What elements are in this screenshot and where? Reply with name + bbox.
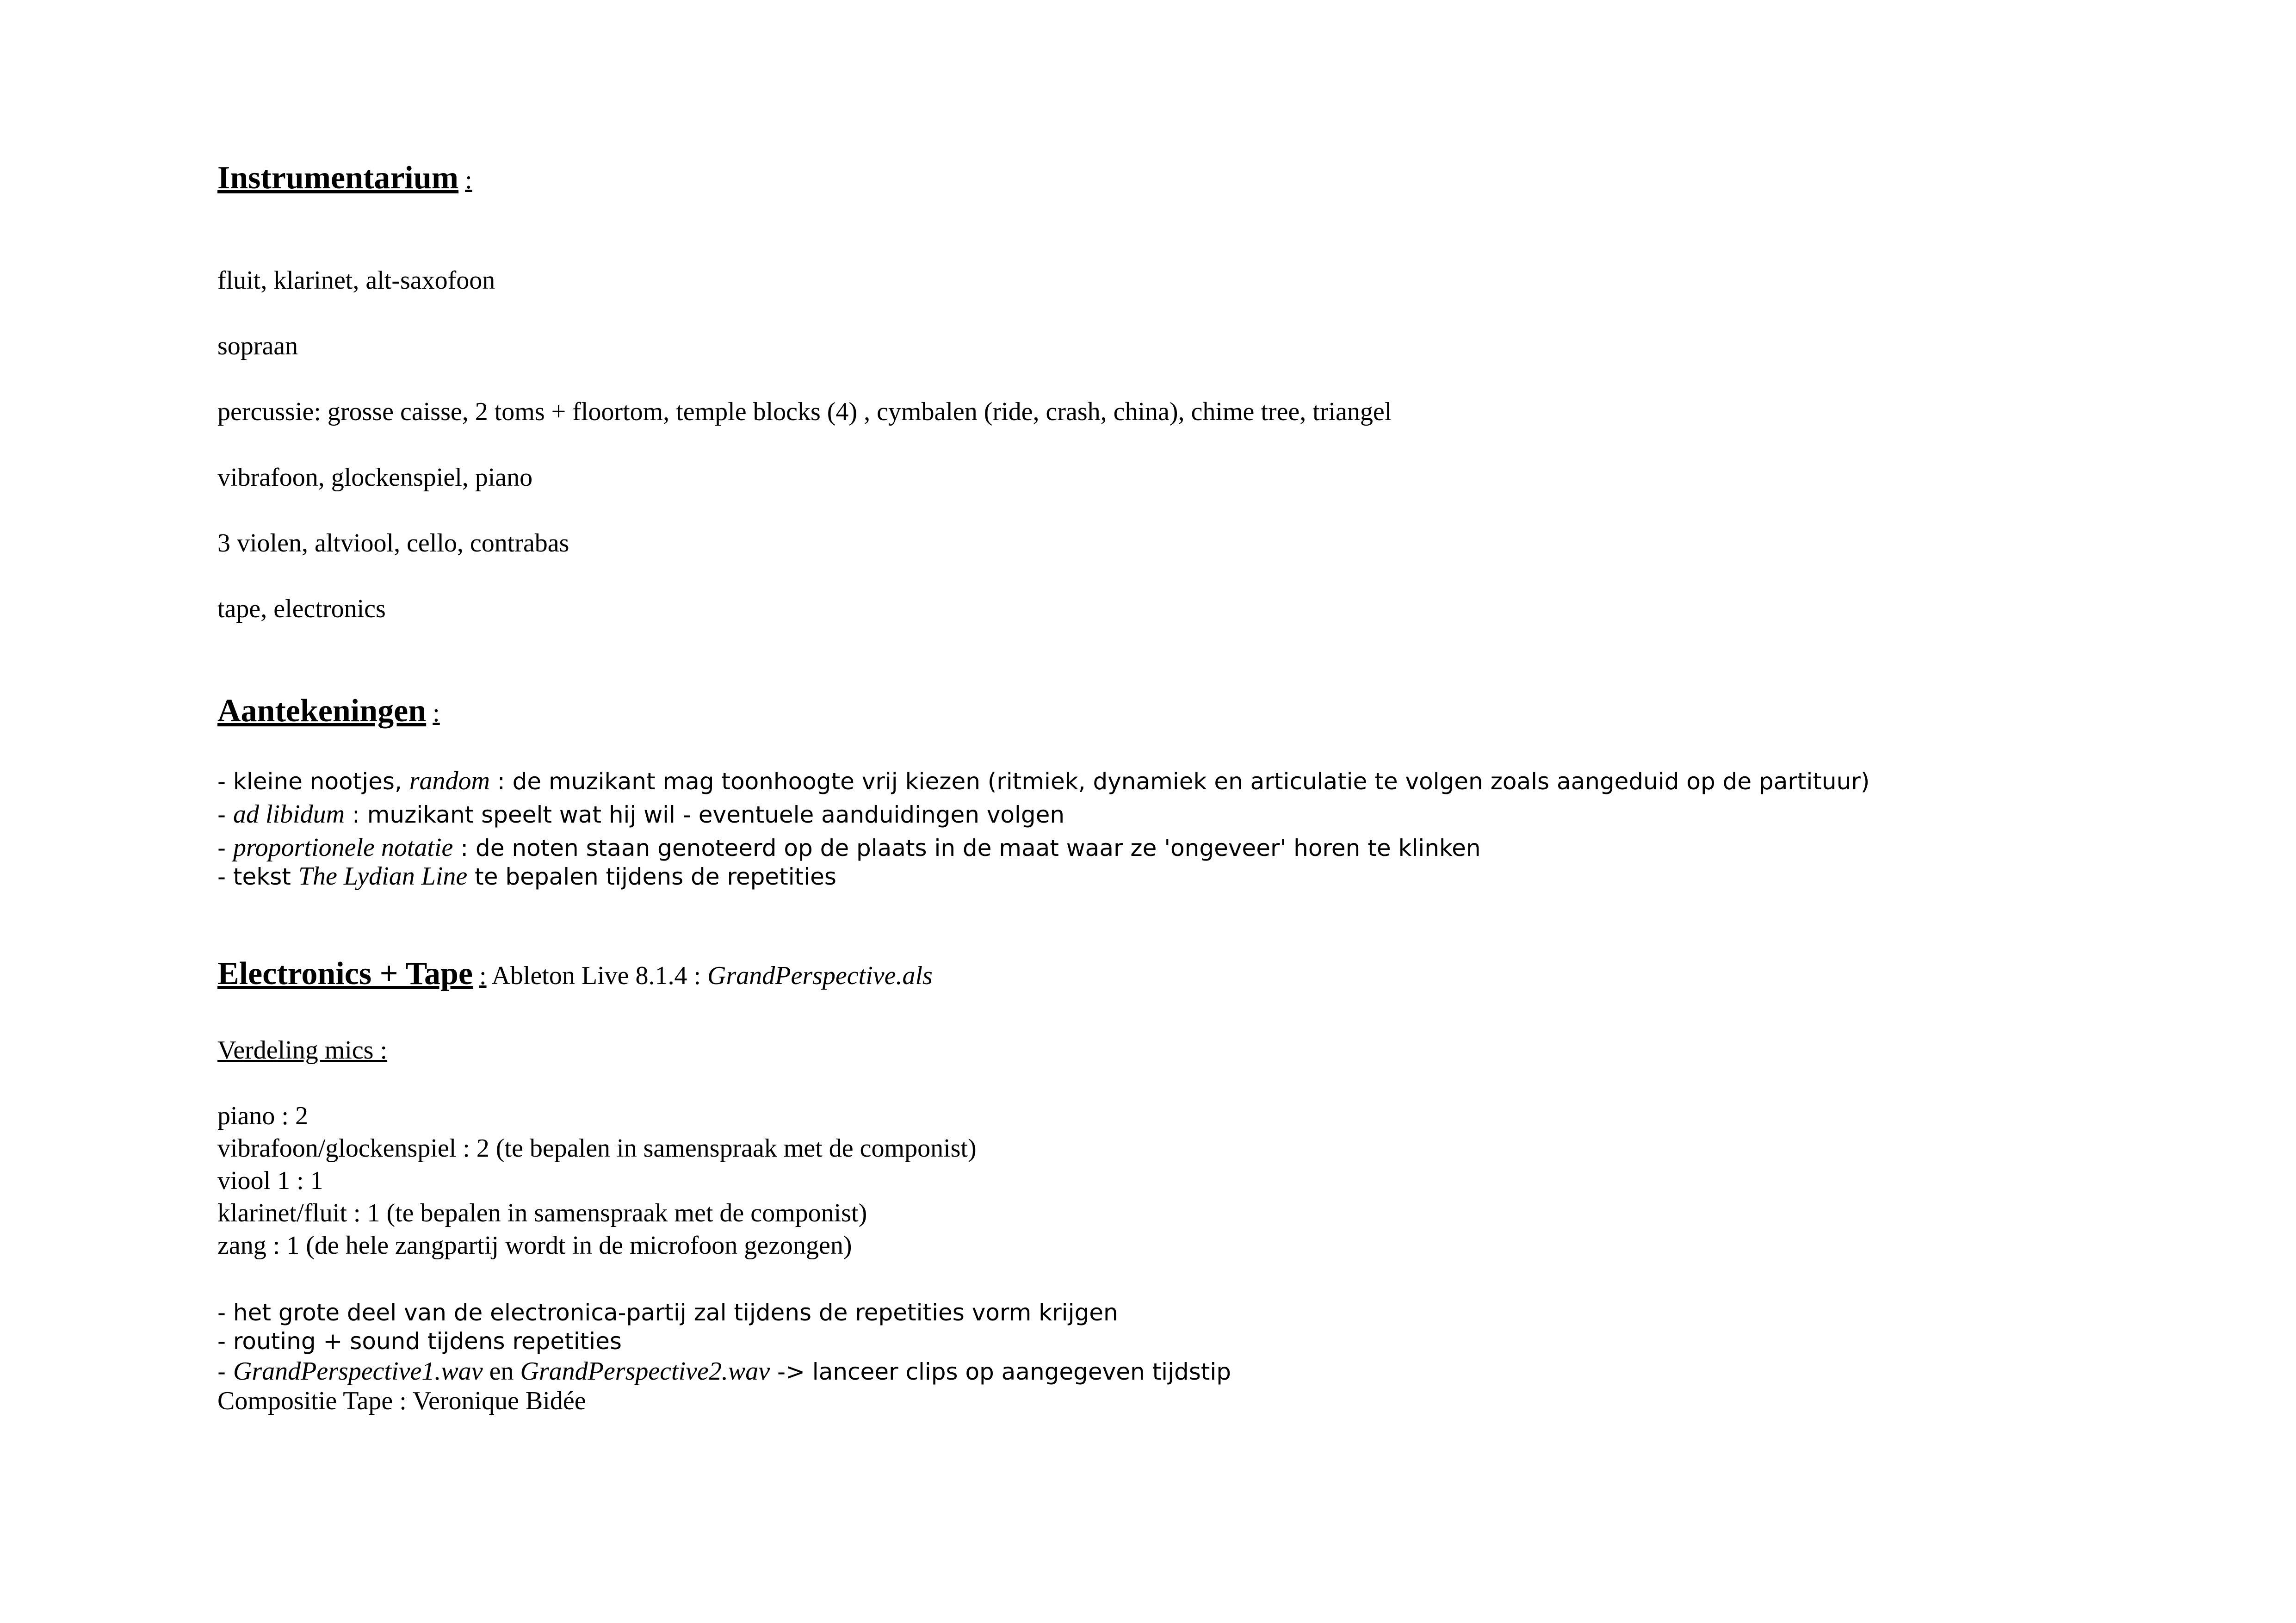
note-prefix: - tekst bbox=[217, 863, 298, 890]
composer-credit: Compositie Tape : Veronique Bidée bbox=[217, 1387, 586, 1415]
wav-file-2: GrandPerspective2.wav bbox=[520, 1357, 770, 1386]
mic-line-5: zang : 1 (de hele zangpartij wordt in de microfoon gezongen) bbox=[217, 1231, 852, 1260]
mics-heading: Verdeling mics : bbox=[217, 1036, 388, 1065]
instrument-line-3: percussie: grosse caisse, 2 toms + floortom, temple blocks (4) , cymbalen (ride, crash, china), chime tree, triangel bbox=[217, 397, 1392, 426]
electronics-heading bbox=[217, 958, 933, 990]
note-term: The Lydian Line bbox=[298, 862, 468, 891]
note-text: -> lanceer clips op aangegeven tijdstip bbox=[770, 1358, 1231, 1385]
electronics-note-3 bbox=[217, 1358, 1231, 1384]
note-tekst bbox=[217, 863, 836, 889]
note-prefix: - bbox=[217, 835, 233, 861]
note-text: : muzikant speelt wat hij wil - eventuele aanduidingen volgen bbox=[345, 801, 1065, 828]
mic-line-2: vibrafoon/glockenspiel : 2 (te bepalen in samenspraak met de componist) bbox=[217, 1134, 977, 1163]
note-prefix: - bbox=[217, 1358, 233, 1385]
mic-line-4: klarinet/fluit : 1 (te bepalen in samenspraak met de componist) bbox=[217, 1199, 867, 1227]
aantekeningen-colon: : bbox=[433, 699, 440, 727]
instrument-line-2: sopraan bbox=[217, 332, 298, 360]
note-term: random bbox=[409, 767, 490, 795]
note-ad-libidum bbox=[217, 801, 1064, 827]
electronics-title: Electronics + Tape bbox=[217, 956, 473, 991]
note-prefix: - bbox=[217, 801, 233, 828]
electronics-note-2: - routing + sound tijdens repetities bbox=[217, 1328, 622, 1355]
electronics-file: GrandPerspective.als bbox=[707, 961, 933, 990]
instrument-line-6: tape, electronics bbox=[217, 595, 386, 623]
mic-line-3: viool 1 : 1 bbox=[217, 1166, 323, 1195]
aantekeningen-heading bbox=[217, 695, 440, 727]
note-random bbox=[217, 768, 1869, 794]
note-term: proportionele notatie bbox=[233, 833, 453, 862]
note-term: ad libidum bbox=[233, 800, 345, 829]
instrumentarium-heading bbox=[217, 162, 472, 194]
instrument-line-5: 3 violen, altviool, cello, contrabas bbox=[217, 529, 569, 558]
note-text: : de noten staan genoteerd op de plaats in de maat waar ze 'ongeveer' horen te klinken bbox=[453, 835, 1481, 861]
note-text: en bbox=[483, 1357, 520, 1386]
electronics-note-1: - het grote deel van de electronica-partij zal tijdens de repetities vorm krijgen bbox=[217, 1299, 1118, 1326]
note-text: : de muzikant mag toonhoogte vrij kiezen (ritmiek, dynamiek en articulatie te volgen zoals aangeduid op de partituur) bbox=[489, 768, 1870, 795]
note-proportionele-notatie bbox=[217, 835, 1481, 861]
instrument-line-4: vibrafoon, glockenspiel, piano bbox=[217, 463, 533, 492]
wav-file-1: GrandPerspective1.wav bbox=[233, 1357, 483, 1386]
instrumentarium-colon: : bbox=[465, 166, 472, 194]
note-text: te bepalen tijdens de repetities bbox=[467, 863, 836, 890]
instrument-line-1: fluit, klarinet, alt-saxofoon bbox=[217, 266, 495, 295]
mic-line-1: piano : 2 bbox=[217, 1102, 308, 1130]
note-prefix: - kleine nootjes, bbox=[217, 768, 409, 795]
electronics-colon: : bbox=[479, 961, 487, 990]
instrumentarium-title: Instrumentarium bbox=[217, 160, 459, 196]
aantekeningen-title: Aantekeningen bbox=[217, 693, 427, 729]
electronics-software: Ableton Live 8.1.4 : bbox=[491, 961, 701, 990]
